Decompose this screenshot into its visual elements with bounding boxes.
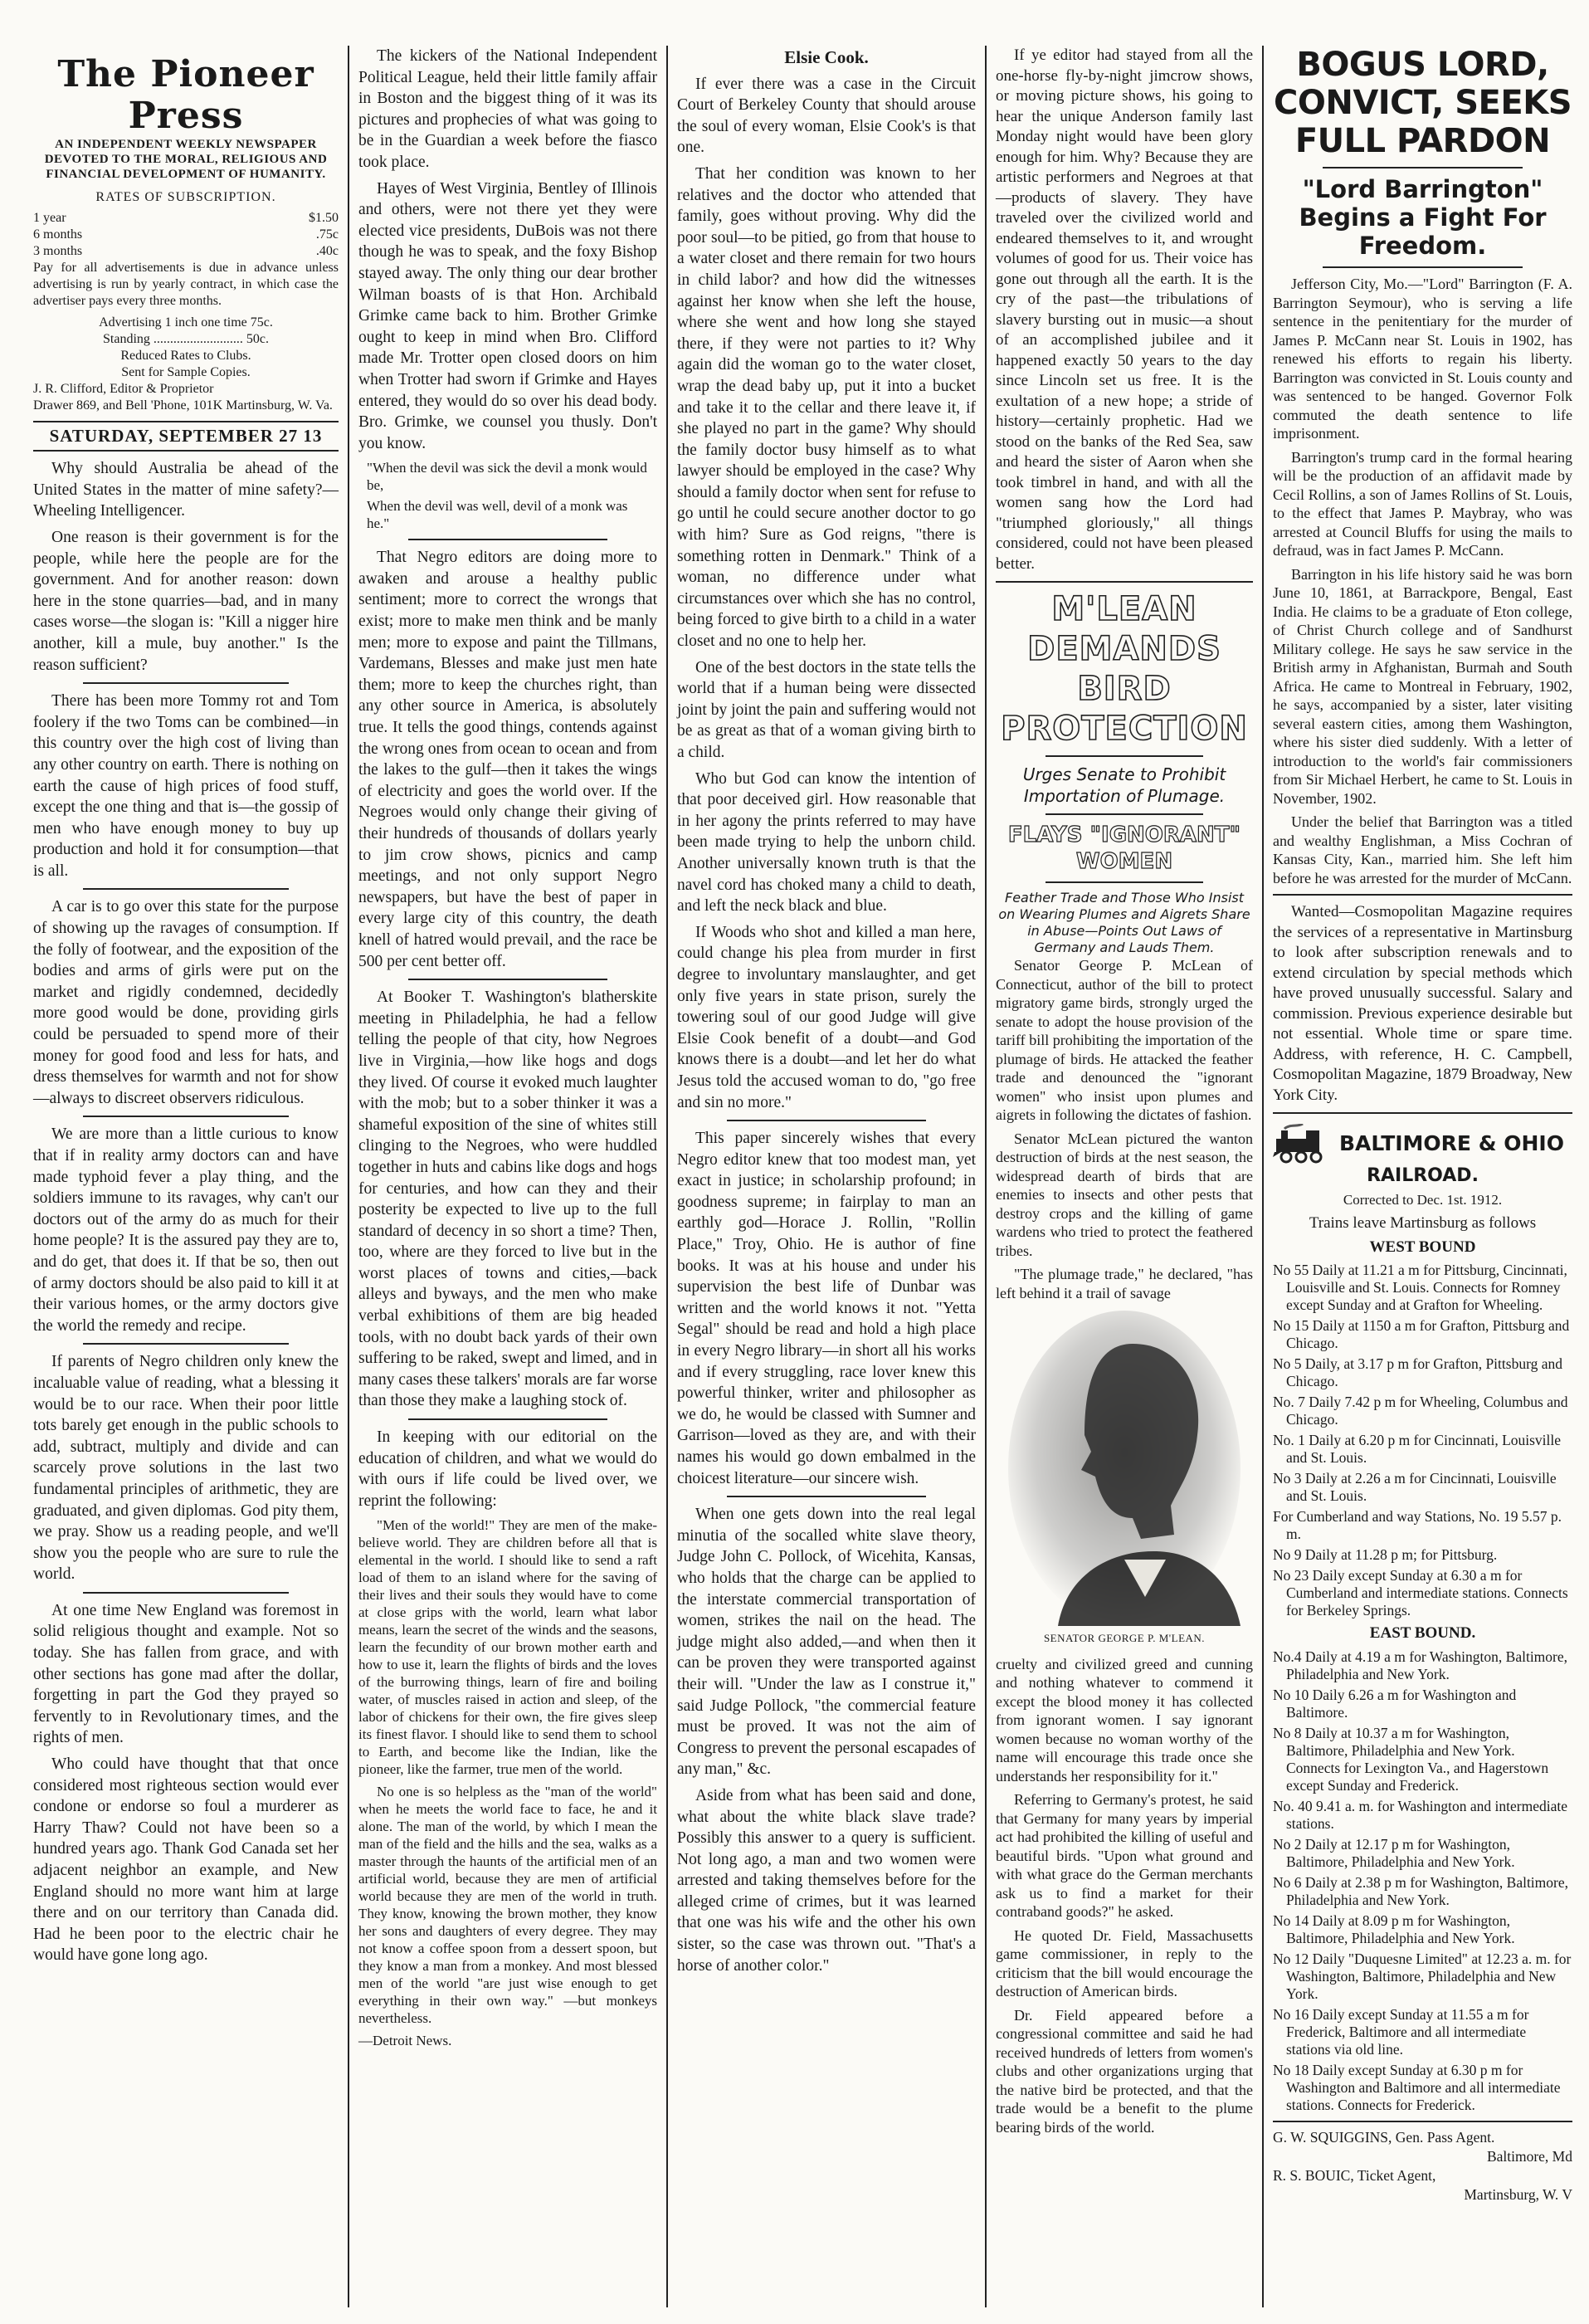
separator [996,581,1253,583]
deck-barrington: "Lord Barrington" Begins a Fight For Freedom. [1299,175,1547,260]
advert-rate: Advertising 1 inch one time 75c. [99,315,273,330]
rate-row: 6 months .75c [33,227,339,242]
train-entry: No 12 Daily "Duquesne Limited" at 12.23 a. m. for Washington, Baltimore, Philadelphia and New York. [1273,1950,1572,2002]
train-entry: No. 1 Daily at 6.20 p m for Cincinnati, Louisville and St. Louis. [1273,1432,1562,1466]
train-entry: No.4 Daily at 4.19 a m for Washington, Baltimore, Philadelphia and New York. [1273,1648,1568,1682]
paragraph: Senator McLean pictured the wanton destruction of birds at the nest season, the widespread dearth of birds that are enemies to insects and other pests that destroy crops and the killing of game wardens who tried to protect the feathered tribes. [996,1130,1253,1259]
separator [1273,1112,1572,1114]
paragraph: Why should Australia be ahead of the United States in the matter of mine safety?—Wheeling Intelligencer. [33,460,339,520]
timetable-intro: Trains leave Martinsburg as follows [1309,1214,1537,1232]
separator [1323,266,1523,268]
paragraph: Referring to Germany's protest, he said that Germany for many years by imperial act had prohibited the killing of useful and beautiful birds. "Upon what ground and with what grace do the German merchants ask us to find a market for their contraband goods?" he asked. [996,1791,1253,1920]
separator [408,979,607,980]
west-bound-heading: WEST BOUND [1369,1238,1476,1256]
column-3 [669,46,984,2307]
train-entry: No. 7 Daily 7.42 p m for Wheeling, Columbus and Chicago. [1273,1394,1568,1428]
column-4 [987,46,1261,2307]
train-entry: No 9 Daily at 11.28 p m; for Pittsburg. [1273,1546,1498,1563]
train-entry: No 3 Daily at 2.26 a m for Cincinnati, Louisville and St. Louis. [1273,1470,1557,1504]
masthead-subtitle: AN INDEPENDENT WEEKLY NEWSPAPER DEVOTED TO THE MORAL, RELIGIOUS AND FINANCIAL DEVELOPMENT OF HUMANITY. [44,138,328,181]
train-entry: No. 40 9.41 a. m. for Washington and intermediate stations. [1273,1797,1567,1832]
paragraph: cruelty and civilized greed and cunning and nothing whatever to commend it except the blood money it has collected from ignorant women. I say ignorant women because no woman worthy of the name will encourage this trade once she understands her responsibility for it." [996,1655,1253,1784]
separator [727,1120,926,1121]
west-bound-list [1273,1262,1572,1619]
advert-terms: Pay for all advertisements is due in advance unless advertising is run by yearly contract, in which case the advertiser pays every three months. [33,260,339,308]
ticket-agent-city: Martinsburg, W. V [1464,2185,1572,2203]
paragraph: One of the best doctors in the state tells the world that if a human being were dissected joint by joint the pain and suffering would not be as great as that of a woman giving birth to a child. [677,658,976,761]
address-line: Drawer 869, and Bell 'Phone, 101K Martinsburg, W. Va. [33,398,333,413]
train-entry: No 18 Daily except Sunday at 6.30 p m for Washington and Baltimore and all intermediate stations. Connects for Frederick. [1273,2061,1561,2113]
column-rule [985,46,987,2307]
paragraph: He quoted Dr. Field, Massachusetts game commissioner, in reply to the criticism that the bill would encourage the destruction of American birds. [996,1926,1253,1999]
separator [83,1343,289,1345]
quote-credit: —Detroit News. [358,2033,452,2049]
train-entry: No 5 Daily, at 3.17 p m for Grafton, Pittsburg and Chicago. [1273,1355,1562,1389]
quoted-paragraph: "Men of the world!" They are men of the make-believe world. They are children before all that is elemental in the world. I should like to send a raft load of them to an island where for the saving of their lives and their souls they would have to come at close grips with the world, learn what labor means, learn the secret of the winds and the seasons, learn the fecundity of our brown mother earth and how to use it, learn the flights of birds and the loves of the burrowing things, learn of fire and boiling water, of muscles raised in action and sleep, of the labor of chickens for their own, the fire gives sleep its finest flavor. I should like to send them to school to Earth, and become like the Indian, like the pioneer, like the farmer, true men of the world. [358,1517,657,1778]
train-entry: No 14 Daily at 8.09 p m for Washington, Baltimore, Philadelphia and New York. [1273,1911,1515,1946]
paragraph: At Booker T. Washington's blatherskite meeting in Philadelphia, he had a fellow telling the people of that city, how Negroes live in Virginia,—how like hogs and dogs they lived. Of course it evoked much laughter with the mob; but to a sober thinker it was a shameful exposition of the sine of whites still clinging to the Negroes, who were huddled together in huts and cabins like dogs and hogs for centuries, and how can they and their posterity be expected to live up to the full standard of decency in so short a time? Then, too, where are they forced to live but in the worst places of towns and cities,—back alleys and byways, and the men who make verbal exhibitions of them are big headed tools, with no doubt back yards of their own suffering to be raked, swept and limed, and in many cases these talkers' morals are far worse than those they make a laughing stock of. [358,989,657,1410]
timetable-corrected: Corrected to Dec. 1st. 1912. [1343,1191,1503,1208]
column-rule [348,46,349,2307]
separator [408,539,607,540]
separator [1046,755,1203,757]
editor-line: J. R. Clifford, Editor & Proprietor [33,381,214,396]
column-1 [25,46,347,2307]
locomotive-icon [1273,1124,1331,1164]
separator [408,1418,607,1420]
train-entry: No 8 Daily at 10.37 a m for Washington, Baltimore, Philadelphia and New York. Connects for Lexington Va., and Hagerstown except Sunday and Frederick. [1273,1724,1549,1794]
senator-portrait [1008,1311,1240,1626]
train-entry: No 16 Daily except Sunday at 11.55 a m for Frederick, Baltimore and all intermediate stations via old line. [1273,2005,1529,2058]
masthead: The Pioneer Press [57,53,314,137]
advert-cosmopolitan: Wanted—Cosmopolitan Magazine requires the services of a representative in Martinsburg to look after subscription renewals and to extend circulation by special methods which have proved unusually successful. Salary and commission. Previous experience desirable but not essential. Whole time or spare time. Address, with reference, H. C. Campbell, Cosmopolitan Magazine, 1879 Broadway, New York City. [1273,903,1572,1104]
train-entry: No 23 Daily except Sunday at 6.30 a m for Cumberland and intermediate stations. Connects for Berkeley Springs. [1273,1567,1568,1618]
paragraph: That her condition was known to her relatives and the doctor who attended that family, goes without proving. Why did the poor soul—to be pitied, go from that house to a water closet and there remain for two hours in child labor? and how did the witnesses against her know when she left the house, where she went and how long she stayed there, if they were not parties to it? Why again did the woman go to the water closet, wrap the dead baby up, put it into a bucket and take it to the cellar and there leave it, if she played no part in the game? Why should the family doctor busy himself as to what lawyer should be employed in the case? Why should a family doctor when sent for refuse to go until he could secure another doctor to go with him? Sure as God reigns, "there is something rotten in Denmark." Think of a woman, no difference under what circumstances over which she has no control, being forced to give birth to a child in a water closet and no one to help her. [677,164,976,651]
column-5 [1265,46,1581,2307]
article-heading: Elsie Cook. [784,47,869,67]
separator [1323,167,1523,168]
train-entry: No 2 Daily at 12.17 p m for Washington, Baltimore, Philadelphia and New York. [1273,1835,1515,1870]
paragraph: If ye editor had stayed from all the one-horse fly-by-night jimcrow shows, or moving picture shows, his going to hear the unique Anderson family last Monday night would have been glory enough for him. Why? Because they are artistic performers and Negroes at that—products of slavery. They have traveled over the civilized world and endeared themselves to it, and wrought volumes of good for us. Their voice has gone out through all the earth. It is the cry of the past—the tribulations of slavery bursting out in music—a shout of an accomplished jubilee and it happened exactly 50 years to the day since Lincoln set us free. It is the exultation of a new hope; a stride of history—certainly prophetic. Had we stood on the banks of the Red Sea, saw and heard the sister of Aaron when she took timbrel in hand, and with all the women sang how the Lord had "triumphed gloriously," all things considered, could not have been pleased better. [996,46,1253,573]
ticket-agent-name: R. S. BOUIC, Ticket Agent, [1273,2166,1436,2184]
separator [83,888,289,890]
paragraph: If parents of Negro children only knew the incaluable value of reading, what a blessing it would be to our race. When their poor little tots barely get enough in the public schools to add, subtract, multiply and divide and can scarcely prove solutions in the last two fundamental principles of arithmetic, they are graduated, and given diplomas. God pity them, we pray. Show us a reading people, and we'll show you the people who are sure to rule the world. [33,1353,339,1584]
train-entry: For Cumberland and way Stations, No. 19 5.57 p. m. [1273,1508,1562,1542]
paragraph: This paper sincerely wishes that every Negro editor knew that too modest man, yet exact in justice; in scholarship profound; in goodness supreme; in fairplay to man an earthly god—Horace J. Rollin, "Rollin Place," Troy, Ohio. He is author of fine books. It was at his house and under his supervision the best life of Dunbar was written and the world knows it not. "Yetta Segal" should be read and hold a high place in every Negro library—in short all his works and if every struggling, race lover knew this powerful thinker, writer and philosopher as we do, he would be classed with Sumner and Garrison—loved as they are, and with their names his would go down embalmed in the choicest literature—our sincere wish. [677,1130,976,1487]
separator [1273,2121,1572,2122]
paragraph: Who but God can know the intention of that poor deceived girl. How reasonable that in her agony the prints referred to may have been made trying to help the unborn child. Another universally known truth is that the navel cord has choked many a child to death, and left the neck black and blue. [677,769,976,915]
separator [1046,813,1203,815]
headline-mclean: M'LEAN DEMANDS BIRD PROTECTION [1001,590,1248,748]
separator [83,682,289,684]
paragraph: That Negro editors are doing more to awaken and arouse a healthy public sentiment; more to correct the wrongs that exist; more to make men think and be manly men; more to expose and paint the Tillmans, Vardemans, Blesses and make just men hate them; more to keep the churches right, than any other source in America, is absolutely true. It tells the good things, contends against the wrong ones from ocean to ocean and from the lakes to the gulf—then it takes the wings of electricity and goes the world over. If the Negroes would only change their giving of their hundreds of thousands of dollars yearly to jim crow shows, picnics and camp meetings, and not only support Negro newspapers, but have the best of paper in every large city of this country, the death knell of hatred would prevail, and the race be 500 per cent better off. [358,549,657,970]
paragraph: Under the belief that Barrington was a titled and wealthy Englishman, a Miss Cochran of Kansas City, Kan., married him. She left him before he was arrested for the murder of McCann. [1273,813,1572,886]
verse-line: When the devil was well, devil of a monk was he." [367,498,628,532]
paragraph: Barrington's trump card in the formal hearing will be the production of an affidavit made by Cecil Rollins, a son of James Rollins of St. Louis, to the effect that James P. Maybray, who was arrested at Council Bluffs for using the mails to defraud, was in fact James P. McCann. [1273,448,1572,559]
advert-standing: Standing ........................... 50c. [103,331,269,346]
paragraph: A car is to go over this state for the purpose of showing up the ravages of consumption. If the folly of footwear, and the exposition of the bodies and arms of girls were put on the market and rigidly condemned, decidedly more good would be done, providing girls could be persuaded to spend more of their money for good food and less for hats, and dress themselves for warmth and not for show—always to discreet observers ridiculous. [33,898,339,1107]
paragraph: One reason is their government is for the people, while here the people are for the government. And for another reason: down here in the stone quarries—bad, and in many cases worse—the slogan is: "Kill a nigger hire another, kill a mule, buy another." Is the reason sufficient? [33,528,339,674]
advert-samples: Sent for Sample Copies. [121,364,251,379]
paragraph: There has been more Tommy rot and Tom foolery if the two Toms can be combined—in this country over the high cost of living than any other country on earth. There is nothing on earth the cause of high prices of food stuff, except the one thing and that is—the gossip of men who have enough money to buy up production and hold it for consumption—that is all. [33,692,339,880]
column-rule [1262,46,1264,2307]
train-entry: No 55 Daily at 11.21 a m for Pittsburg, Cincinnati, Louisville and St. Louis. Connects for Romney except Sunday and at Grafton for Wheeling. [1273,1262,1567,1313]
separator [1046,881,1203,883]
paragraph: Barrington in his life history said he was born June 10, 1861, at Barrackpore, Bengal, East India. He claims to be a graduate of Eton college, of Christ Church college and of Sandhurst Military college. He says he saw service in the British army in Afghanistan, Burmah and South Africa. He came to Montreal in February, 1902, he says, accompanied by a sister, later visiting several eastern cities, among them Washington, where his sister died suddenly. With a letter of introduction to the world's fair commissioners from Sir Michael Herbert, he came to St. Louis in November, 1902. [1273,565,1572,807]
headline-flays: FLAYS "IGNORANT" WOMEN [1007,823,1241,874]
advert-clubs: Reduced Rates to Clubs. [120,348,251,363]
paragraph: If ever there was a case in the Circuit Court of Berkeley County that should arouse the soul of every woman, Elsie Cook's is that one. [677,75,976,157]
headline-bogus-lord: BOGUS LORD, CONVICT, SEEKS FULL PARDON [1274,46,1572,160]
agent-city: Baltimore, Md [1486,2147,1572,2165]
train-entry: No 6 Daily at 2.38 p m for Washington, Baltimore, Philadelphia and New York. [1273,1873,1568,1908]
railroad-subtitle: RAILROAD. [1367,1165,1479,1186]
separator [727,1496,926,1497]
paragraph: Who could have thought that that once considered most righteous section would ever condone or endorse so foul a murderer as Harry Thaw? Could not have been so a hundred years ago. Thank God Canada set her adjacent neighbor an example, and New England should no more want him at large there and on our territory than Canada did. Had he been poor to the electric chair he would have gone long ago. [33,1755,339,1965]
rates-heading: RATES OF SUBSCRIPTION. [95,190,276,204]
rates-table [33,210,339,260]
train-entry: No 15 Daily at 1150 a m for Grafton, Pittsburg and Chicago. [1273,1317,1570,1351]
paragraph: Jefferson City, Mo.—"Lord" Barrington (F. A. Barrington Seymour), who is serving a life sentence in the penitentiary for the murder of James P. McCann near St. Louis in 1902, has renewed his efforts to regain his liberty. Barrington was convicted in St. Louis county and was sentenced to be hanged. Governor Folk commuted the death sentence to life imprisonment. [1273,276,1572,442]
paragraph: When one gets down into the real legal minutia of the socalled white slave theory, Judge John C. Pollock, of Wicehita, Kansas, who holds that the charge can be applied to the interstate commercial transportation of women, strikes the nail on the head. The judge might also added,—and when then it can be proven they were transported against their will. "Under the law as I construe it," said Judge Pollock, "the commercial feature must be proved. It was not the aim of Congress to prevent the personal escapades of any man," &c. [677,1506,976,1779]
separator [83,1592,289,1594]
rate-row: 1 year $1.50 [33,210,339,225]
railroad-title: BALTIMORE & OHIO [1339,1131,1564,1155]
paragraph: Senator George P. McLean of Connecticut, author of the bill to protect migratory game birds, strongly urged the senate to adopt the house provision of the tariff bill prohibiting the importation of the plumage of birds. He attacked the feather trade and denounced the "ignorant women" who insist upon plumes and aigrets in following the dictates of fashion. [996,957,1253,1123]
rate-row: 3 months .40c [33,243,339,258]
paragraph: In keeping with our editorial on the education of children, and what we would do with ours if life could be lived over, we reprint the following: [358,1428,657,1510]
column-2 [350,46,665,2307]
verse-line: "When the devil was sick the devil a monk would be, [367,460,647,494]
paragraph: We are more than a little curious to know that if in reality army doctors can and have made typhoid fever a play thing, and the soldiers immune to its ravages, why can't our doctors out of the army do as much for their home people? It is the assured pay they are to, and do get, that does it. If that be so, then out of army doctors should be also paid to kill it at their various homes, or the army doctors give the world the remedy and recipe. [33,1125,339,1335]
paragraph: The kickers of the National Independent Political League, held their little family affair in Boston and the biggest thing of it was its pictures and prophecies of what was going to be in the Guardian a week before the fiasco took place. [358,47,657,171]
paragraph: "The plumage trade," he declared, "has left behind it a trail of savage [996,1266,1253,1301]
agent-name: G. W. SQUIGGINS, Gen. Pass Agent. [1273,2128,1495,2146]
separator [1273,894,1572,896]
quoted-paragraph: No one is so helpless as the "man of the world" when he meets the world face to face, he and it alone. The man of the world, by which I mean the man of the field and the hills and the sea, walks as a master through the haunts of the artificial men of an artificial world, because they are men of artificial world because they are men of the world in truth. They know, knowing the brown mother, they know her sons and daughters of every degree. They may not know a coffee spoon from a dessert spoon, but they know a man from a monkey. And most blessed men of the world "are just wise enough to get everything in their own way." —but monkeys nevertheless. [358,1784,657,2027]
railroad-header [1273,1124,1572,1164]
train-entry: No 10 Daily 6.26 a m for Washington and Baltimore. [1273,1686,1517,1721]
issue-date: SATURDAY, SEPTEMBER 27 13 [33,421,339,452]
east-bound-list [1273,1648,1572,2114]
portrait-caption: SENATOR GEORGE P. M'LEAN. [1043,1632,1206,1644]
separator [83,1116,289,1117]
paragraph: At one time New England was foremost in solid religious thought and example. Not so today. She has fallen from grace, and with other sections has gone mad after the dollar, forgetting in part the God they prayed so fervently to in Revolutionary times, and the rights of men. [33,1601,339,1747]
paragraph: Dr. Field appeared before a congressional committee and said he had received hundreds of letters from women's clubs and other organizations urging that the native bird be protected, and that the trade would be a benefit to the plume bearing birds of the world. [996,2006,1253,2136]
paragraph: Aside from what has been said and done, what about the white black slave trade? Possibly this answer to a query is sufficient. Not long ago, a man and two women were arrested and taking themselves before for the alleged crime of crimes, but it was learned that one was his wife and the other his own sister, so the case was thrown out. "That's a horse of another color." [677,1786,976,1975]
column-rule [666,46,668,2307]
paragraph: If Woods who shot and killed a man here, could change his plea from murder in first degree to involuntary manslaughter, and get only five years in state prison, surely the towering soul of our good Judge will give Elsie Cook benefit of a doubt—and God knows there is a doubt—and let her do what Jesus told the accused woman to do, "go free and sin no more." [677,923,976,1111]
paragraph: Hayes of West Virginia, Bentley of Illinois and others, were not there yet they were elected vice presidents, DuBois was not there though he was to speak, and the foxy Bishop stayed away. The only thing our dear brother Wilman boasts of is that Hon. Archibald Grimke came back to him. Brother Grimke ought to keep in mind when Bro. Clifford made Mr. Trotter open closed doors on him when Trotter had sworn if Grimke and Hayes entered, they would do so over his dead body. Bro. Grimke, we counsel you thusly. Don't you know. [358,179,657,452]
deck-feather-trade: Feather Trade and Those Who Insist on Wearing Plumes and Aigrets Share in Abuse—Points Out Laws of Germany and Lauds Them. [998,890,1250,955]
east-bound-heading: EAST BOUND. [1369,1624,1476,1642]
deck-mclean: Urges Senate to Prohibit Importation of Plumage. [1022,764,1226,806]
